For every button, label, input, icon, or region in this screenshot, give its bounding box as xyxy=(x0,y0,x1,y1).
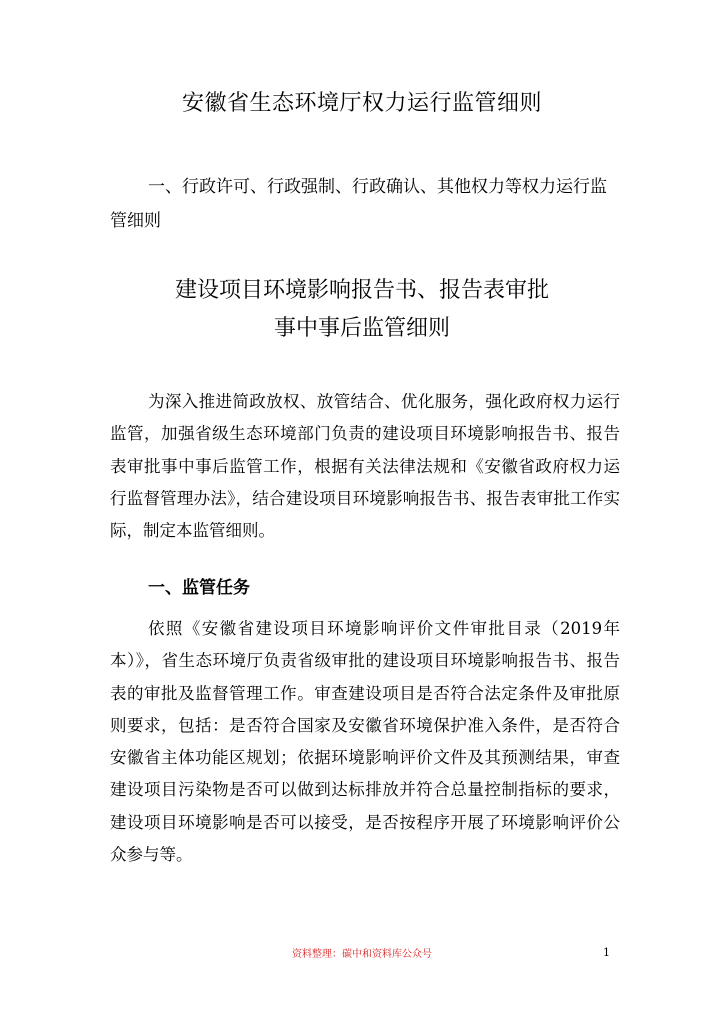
main-heading xyxy=(0,272,724,348)
main-heading-line-1: 建设项目环境影响报告书、报告表审批 xyxy=(174,278,549,303)
footer-credit: 资料整理：碳中和资料库公众号 xyxy=(292,949,432,960)
body-paragraph-2: 依照《安徽省建设项目环境影响评价文件审批目录（2019年本）》，省生态环境厅负责省级审批的建设项目环境影响报告书、报告表的审批及监督管理工作。审查建设项目是否符合法定条件及审批原则要求，包括：是否符合国家及安徽省环境保护准入条件，是否符合安徽省主体功能区规划；依据环境影响评价文件及其预测结果，审查建设项目污染物是否可以做到达标排放并符合总量控制指标的要求，建设项目环境影响是否可以接受，是否按程序开展了环境影响评价公众参与等。 xyxy=(110,619,620,865)
document-title: 安徽省生态环境厅权力运行监管细则 xyxy=(181,91,542,116)
page-number: 1 xyxy=(603,946,610,959)
main-heading-line-2: 事中事后监管细则 xyxy=(273,316,450,341)
body-paragraph-1: 为深入推进简政放权、放管结合、优化服务，强化政府权力运行监管，加强省级生态环境部门负责的建设项目环境影响报告书、报告表审批事中事后监管工作，根据有关法律法规和《安徽省政府权力运行监督管理办法》，结合建设项目环境影响报告书、报告表审批工作实际，制定本监管细则。 xyxy=(110,392,620,541)
subheading-supervision-tasks: 一、监管任务 xyxy=(148,578,250,598)
section-heading: 一、行政许可、行政强制、行政确认、其他权力等权力运行监管细则 xyxy=(110,177,607,231)
